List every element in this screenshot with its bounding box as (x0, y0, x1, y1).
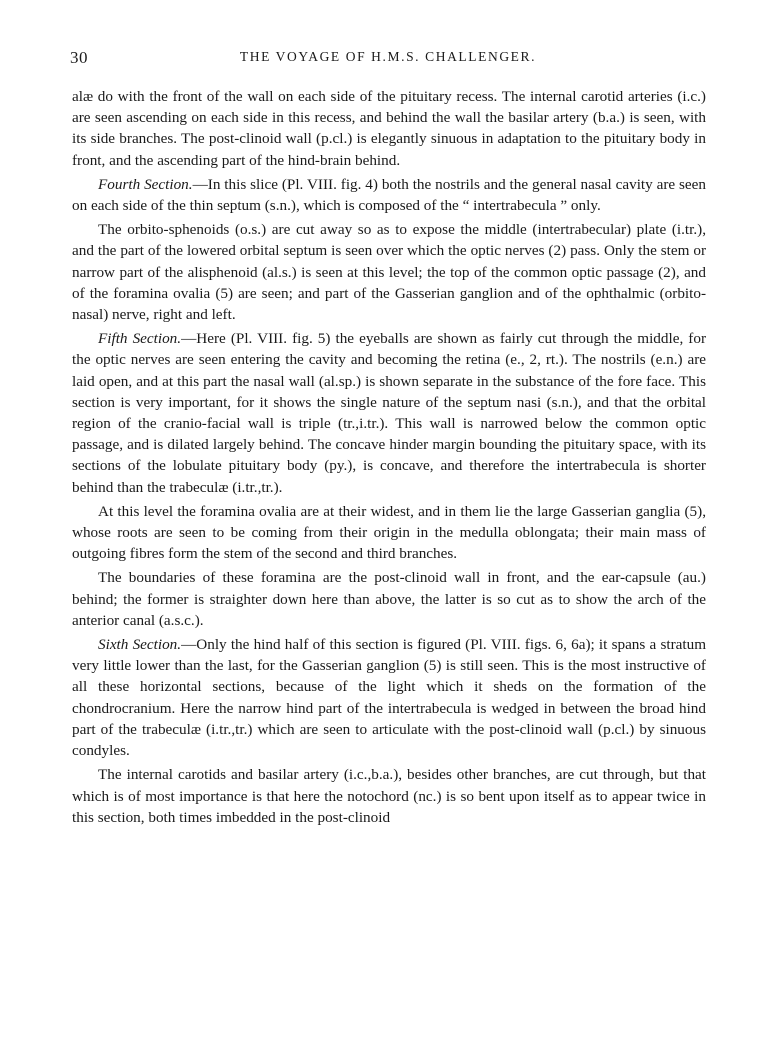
paragraph (72, 567, 706, 631)
paragraph (72, 764, 706, 828)
paragraph (72, 86, 706, 171)
running-head: THE VOYAGE OF H.M.S. CHALLENGER. (239, 49, 537, 64)
page-header (70, 48, 706, 70)
paragraph-text: —In this slice (Pl. VIII. fig. 4) both the nostrils and the general nasal cavity are seen on each side of the thin septum (s.n.), which is composed of the “ intertrabecula ” only. (72, 175, 707, 215)
paragraph (72, 634, 706, 761)
paragraph (72, 174, 706, 216)
body-text (72, 86, 706, 831)
paragraph-text: The internal carotids and basilar artery (i.c.,b.a.), besides other branches, are cut through, but that which is of most importance is that here the notochord (nc.) is so bent upon itself as to appear twice in this section, both times imbedded in the post-clinoid (72, 766, 706, 826)
section-title: Fourth Section. (98, 175, 193, 193)
paragraph-text: The boundaries of these foramina are the post-clinoid wall in front, and the ear-capsule (au.) behind; the former is straighter down here than above, the latter is so cut as to show the arch of the anterior canal (a.s.c.). (72, 569, 706, 629)
paragraph (72, 501, 706, 565)
paragraph (72, 328, 706, 498)
paragraph-text: —Only the hind half of this section is figured (Pl. VIII. figs. 6, 6a); it spans a stratum very little lower than the last, for the Gasserian ganglion (5) is still seen. This is the most instructive of all these horizontal sections, because of the light which it sheds on the formation of the chondrocranium. Here the narrow hind part of the intertrabecula is wedged in between the broad hind part of the trabeculæ (i.tr.,tr.) which are seen to articulate with the post-clinoid wall (p.cl.) by sinuous condyles. (72, 636, 707, 760)
section-title: Fifth Section. (98, 330, 182, 348)
paragraph-text: The orbito-sphenoids (o.s.) are cut away so as to expose the middle (intertrabecular) plate (i.tr.), and the part of the lowered orbital septum is seen over which the optic nerves (2) pass. Only the stem or narrow part of the alisphenoid (al.s.) is seen at this level; the top of the common optic passage (2), and of the foramina ovalia (5) are seen; and part of the Gasserian ganglion and of the ophthalmic (orbito-nasal) nerve, right and left. (72, 221, 706, 324)
paragraph-text: —Here (Pl. VIII. fig. 5) the eyeballs are shown as fairly cut through the middle, for the optic nerves are seen entering the cavity and becoming the retina (e., 2, rt.). The nostrils (e.n.) are laid open, and at this part the nasal wall (al.sp.) is shown separate in the substance of the fore face. This section is very important, for it shows the single nature of the septum nasi (s.n.), and that the orbital region of the cranio-facial wall is triple (tr.,i.tr.). This wall is narrowed below the common optic passage, and is dilated largely behind. The concave hinder margin bounding the pituitary space, with its sections of the lobulate pituitary body (py.), is concave, and therefore the intertrabecula is shorter behind than the trabeculæ (i.tr.,tr.). (72, 330, 706, 496)
section-title: Sixth Section. (98, 636, 182, 654)
page-number: 30 (70, 48, 88, 67)
paragraph-text: At this level the foramina ovalia are at their widest, and in them lie the large Gasserian ganglia (5), whose roots are seen to be coming from their origin in the medulla oblongata; their main mass of outgoing fibres form the stem of the second and third branches. (72, 502, 706, 563)
paragraph-text: alæ do with the front of the wall on each side of the pituitary recess. The internal carotid arteries (i.c.) are seen ascending on each side in this recess, and behind the wall the basilar artery (b.a.) is seen, with its side branches. The post-clinoid wall (p.cl.) is elegantly sinuous in adaptation to the pituitary body in front, and the ascending part of the hind-brain behind. (72, 88, 706, 169)
paragraph (72, 219, 706, 325)
